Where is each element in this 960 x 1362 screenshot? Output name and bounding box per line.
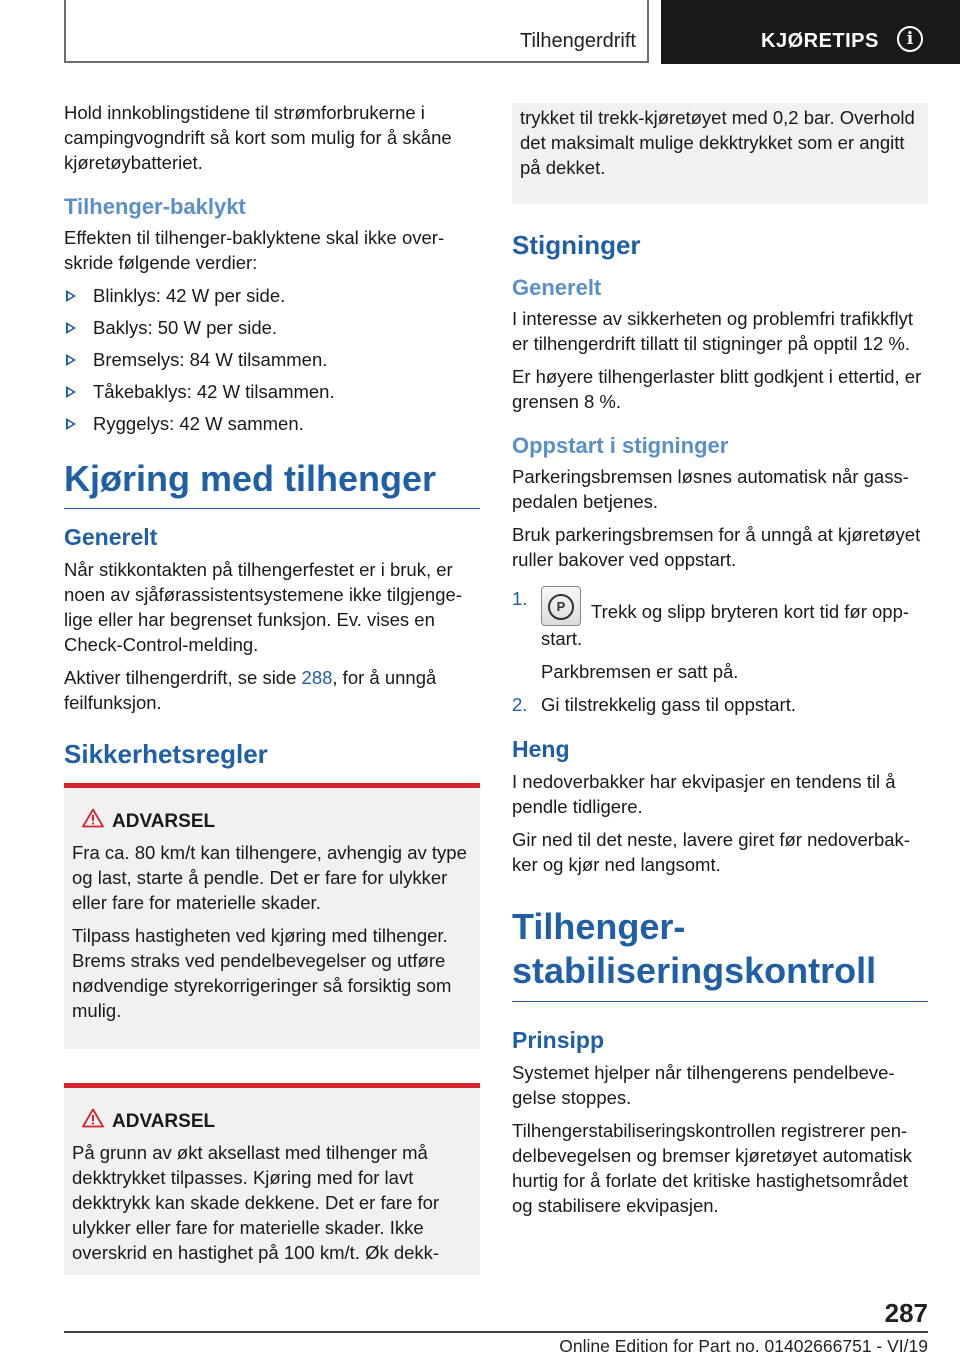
warning-continuation [512,103,928,204]
right-column [512,100,928,1226]
warning-triangle-icon [82,1108,104,1128]
list-item: Blinklys: 42 W per side. [64,283,480,308]
warning-box [64,1083,480,1275]
warning-text: Fra ca. 80 km/t kan tilhengere, avhengig av type og last, starte å pendle. Det er fare for ulykker eller fare for materielle skader. [72,842,467,913]
bullet-triangle-icon [66,418,76,430]
baklykt-text: Effekten til tilhenger-baklyktene skal ikke overskride følgende verdier: [64,227,445,273]
bullet-triangle-icon [66,322,76,334]
bullet-triangle-icon [66,354,76,366]
list-item: Tåkebaklys: 42 W tilsammen. [64,379,480,404]
prinsipp-heading: Prinsipp [512,1027,605,1053]
list-item: Ryggelys: 42 W sammen. [64,411,480,436]
header-chapter-label: KJØRETIPS [761,30,879,52]
bullet-triangle-icon [66,386,76,398]
warning-title: ADVARSEL [72,810,474,834]
page-header [0,0,960,66]
list-item: 1. P Trekk og slipp bryteren kort tid før oppstart. [512,588,910,649]
stigninger-heading: Stigninger [512,230,641,260]
list-item: Parkbremsen er satt på. [541,661,739,682]
step-number: 2. [512,694,528,715]
list-item: 2. Gi tilstrekkelig gass til oppstart. [512,694,796,715]
list-item: Baklys: 50 W per side. [64,315,480,340]
section-title-stabilisering: Tilhenger- stabiliseringskontroll [512,905,928,1002]
sikkerhet-heading: Sikkerhetsregler [64,739,268,769]
page-number: 287 [884,1298,928,1328]
generelt-paragraph: Når stikkontakten på tilhengerfestet er i bruk, er noen av sjåførassistentsystemene ikke tilgjengelige eller har begrenset funksjon. Ev. vises en Check-Control-melding. [64,559,462,655]
heng-heading: Heng [512,736,570,762]
page-link[interactable]: 288 [301,667,333,688]
warning-text: trykket til trekk-kjøretøyet med 0,2 bar. Overhold det maksimalt mulige dekktrykket som er angitt på dekket. [520,107,915,178]
heng-paragraph: I nedoverbakker har ekvipasjer en tendens til å pendle tidligere. [512,771,896,817]
oppstart-paragraph: Bruk parkeringsbremsen for å unngå at kjøretøyet ruller bakover ved oppstart. [512,524,921,570]
left-column [64,100,480,1275]
oppstart-paragraph: Parkeringsbremsen løsnes automatisk når gasspedalen betjenes. [512,466,909,512]
baklykt-heading: Tilhenger-baklykt [64,194,246,219]
warning-text: På grunn av økt aksellast med tilhenger må dekktrykket tilpasses. Kjøring med for lavt dekktrykk kan skade dekkene. Det er fare for ulykker eller fare for materielle skader. Ikke overskrid en hastighet på 100 km/t. Øk dekk- [72,1142,440,1263]
baklykt-list [64,283,480,436]
footer-divider [64,1331,928,1333]
generelt-link-paragraph: Aktiver tilhengerdrift, se side 288, for å unngå feilfunksjon. [64,667,437,713]
generelt-subheading: Generelt [512,275,602,300]
list-item: Bremselys: 84 W tilsammen. [64,347,480,372]
parking-brake-icon: P [541,586,581,626]
info-icon: i [897,26,923,52]
prinsipp-paragraph: Systemet hjelper når tilhengerens pendelbevegelse stoppes. [512,1062,895,1108]
bullet-triangle-icon [66,290,76,302]
warning-box [64,783,480,1049]
heng-paragraph: Gir ned til det neste, lavere giret før nedoverbakker og kjør ned langsomt. [512,829,910,875]
oppstart-steps [512,586,928,717]
header-chapter-tab[interactable] [661,0,960,64]
stigninger-paragraph: I interesse av sikkerheten og problemfri trafikkflyt er tilhengerdrift tillatt til stigninger på opptil 12 %. [512,308,913,354]
oppstart-heading: Oppstart i stigninger [512,433,729,458]
footer-edition: Online Edition for Part no. 01402666751 - VI/19 [559,1336,928,1356]
warning-title: ADVARSEL [72,1110,474,1134]
stigninger-paragraph: Er høyere tilhengerlaster blitt godkjent i ettertid, er grensen 8 %. [512,366,922,412]
generelt-heading: Generelt [64,524,158,550]
section-title-kjoring: Kjøring med tilhenger [64,458,480,509]
header-section-title: Tilhengerdrift [520,30,636,52]
prinsipp-paragraph: Tilhengerstabiliseringskontrollen registrerer pendelbevegelsen og bremser kjøretøyet automatisk hurtig for å forlate det kritiske hastighetsområdet og stabilisere ekvipasjen. [512,1120,912,1216]
warning-text: Tilpass hastigheten ved kjøring med tilhenger. Brems straks ved pendelbevegelser og utføre nødvendige styrekorrigeringer så forsiktig som mulig. [72,925,452,1021]
intro-paragraph: Hold innkoblingstidene til strømforbrukerne i campingvogndrift så kort som mulig for å skåne kjøretøybatteriet. [64,102,452,173]
step-number: 1. [512,588,528,609]
warning-triangle-icon [82,808,104,828]
